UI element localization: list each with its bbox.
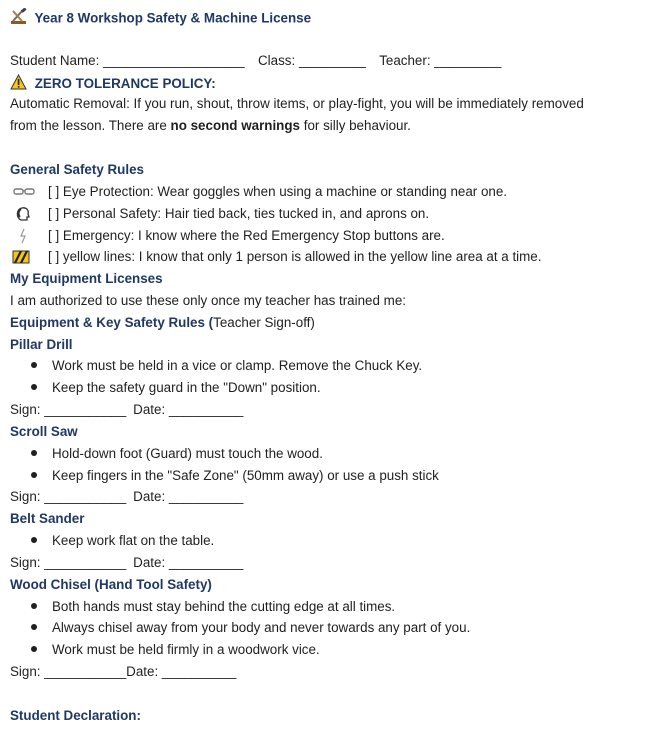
date-field[interactable]: Date: __________: [126, 664, 237, 679]
checklist-item-emergency-text: [ ] Emergency: I know where the Red Emergency Stop buttons are.: [48, 228, 445, 243]
list-item: [31, 379, 321, 397]
list-item: [31, 467, 439, 485]
sign-field[interactable]: Sign: ___________: [10, 402, 127, 417]
rules-heading-tail: Teacher Sign-off): [213, 315, 315, 330]
student-declaration-heading: Student Declaration:: [10, 708, 141, 723]
policy-text-2-end: for silly behaviour.: [300, 118, 411, 133]
machine-heading-pillar-drill: Pillar Drill: [10, 337, 73, 352]
head-icon: [12, 206, 38, 222]
rules-heading-row: [10, 314, 315, 332]
machine-heading-scroll-saw: Scroll Saw: [10, 424, 78, 439]
rule-text: Keep work flat on the table.: [52, 533, 215, 548]
list-item: [31, 532, 214, 550]
sign-field[interactable]: Sign: ___________: [10, 664, 127, 679]
policy-heading: ZERO TOLERANCE POLICY:: [34, 76, 216, 92]
general-safety-heading: General Safety Rules: [10, 162, 144, 177]
checklist-item-eye[interactable]: [12, 183, 507, 201]
tools-icon: [10, 8, 27, 30]
emergency-stop-icon: [12, 228, 38, 244]
machine-heading-belt-sander: Belt Sander: [10, 511, 85, 526]
rule-text: Work must be held in a vice or clamp. Remove the Chuck Key.: [52, 358, 423, 373]
teacher-field[interactable]: Teacher: _________: [379, 53, 502, 68]
checklist-item-eye-text: [ ] Eye Protection: Wear goggles when using a machine or standing near one.: [48, 184, 508, 199]
checklist-item-personal[interactable]: [12, 205, 429, 223]
barrier-icon: [12, 249, 38, 265]
policy-heading-row: [10, 74, 216, 95]
date-field[interactable]: Date: __________: [133, 402, 244, 417]
signoff-row-scroll-saw: [10, 488, 243, 506]
student-name-field[interactable]: Student Name: ___________________: [10, 53, 245, 68]
policy-text-2-start: from the lesson. There are: [10, 118, 171, 133]
list-item: [31, 641, 320, 659]
rule-text: Hold-down foot (Guard) must touch the wood.: [52, 446, 323, 461]
rule-text: Keep fingers in the "Safe Zone" (50mm away) or use a push stick: [52, 468, 439, 483]
checklist-item-yellow-lines-text: [ ] yellow lines: I know that only 1 person is allowed in the yellow line area at a time.: [48, 249, 542, 264]
signoff-row-pillar-drill: [10, 401, 243, 419]
sign-field[interactable]: Sign: ___________: [10, 489, 127, 504]
checklist-item-yellow-lines[interactable]: [12, 248, 541, 266]
checklist-item-personal-text: [ ] Personal Safety: Hair tied back, ties tucked in, and aprons on.: [48, 206, 430, 221]
checklist-item-emergency[interactable]: [12, 227, 445, 245]
policy-text-2: [10, 117, 411, 135]
goggles-icon: [12, 184, 38, 200]
rule-text: Always chisel away from your body and never towards any part of you.: [52, 620, 471, 635]
list-item: [31, 357, 422, 375]
sign-field[interactable]: Sign: ___________: [10, 555, 127, 570]
signoff-row-belt-sander: [10, 554, 243, 572]
rule-text: Work must be held firmly in a woodwork vice.: [52, 642, 320, 657]
rules-heading: Equipment & Key Safety Rules (: [10, 315, 214, 330]
rule-text: Keep the safety guard in the "Down" position.: [52, 380, 321, 395]
equipment-licenses-heading: My Equipment Licenses: [10, 271, 163, 286]
no-second-warnings: no second warnings: [170, 118, 300, 133]
date-field[interactable]: Date: __________: [133, 555, 244, 570]
machine-heading-wood-chisel: Wood Chisel (Hand Tool Safety): [10, 577, 212, 592]
date-field[interactable]: Date: __________: [133, 489, 244, 504]
policy-text-1: Automatic Removal: If you run, shout, throw items, or play-fight, you will be immediately removed: [10, 96, 584, 111]
rule-text: Both hands must stay behind the cutting edge at all times.: [52, 599, 396, 614]
page-title: Year 8 Workshop Safety & Machine License: [34, 10, 312, 26]
warning-icon: [10, 74, 27, 95]
class-field[interactable]: Class: _________: [258, 53, 366, 68]
title-row: [10, 8, 311, 30]
list-item: [31, 445, 323, 463]
list-item: [31, 598, 395, 616]
signoff-row-wood-chisel: [10, 663, 236, 681]
student-info-row: [10, 52, 501, 70]
licenses-intro: I am authorized to use these only once my teacher has trained me:: [10, 293, 406, 308]
list-item: [31, 619, 470, 637]
